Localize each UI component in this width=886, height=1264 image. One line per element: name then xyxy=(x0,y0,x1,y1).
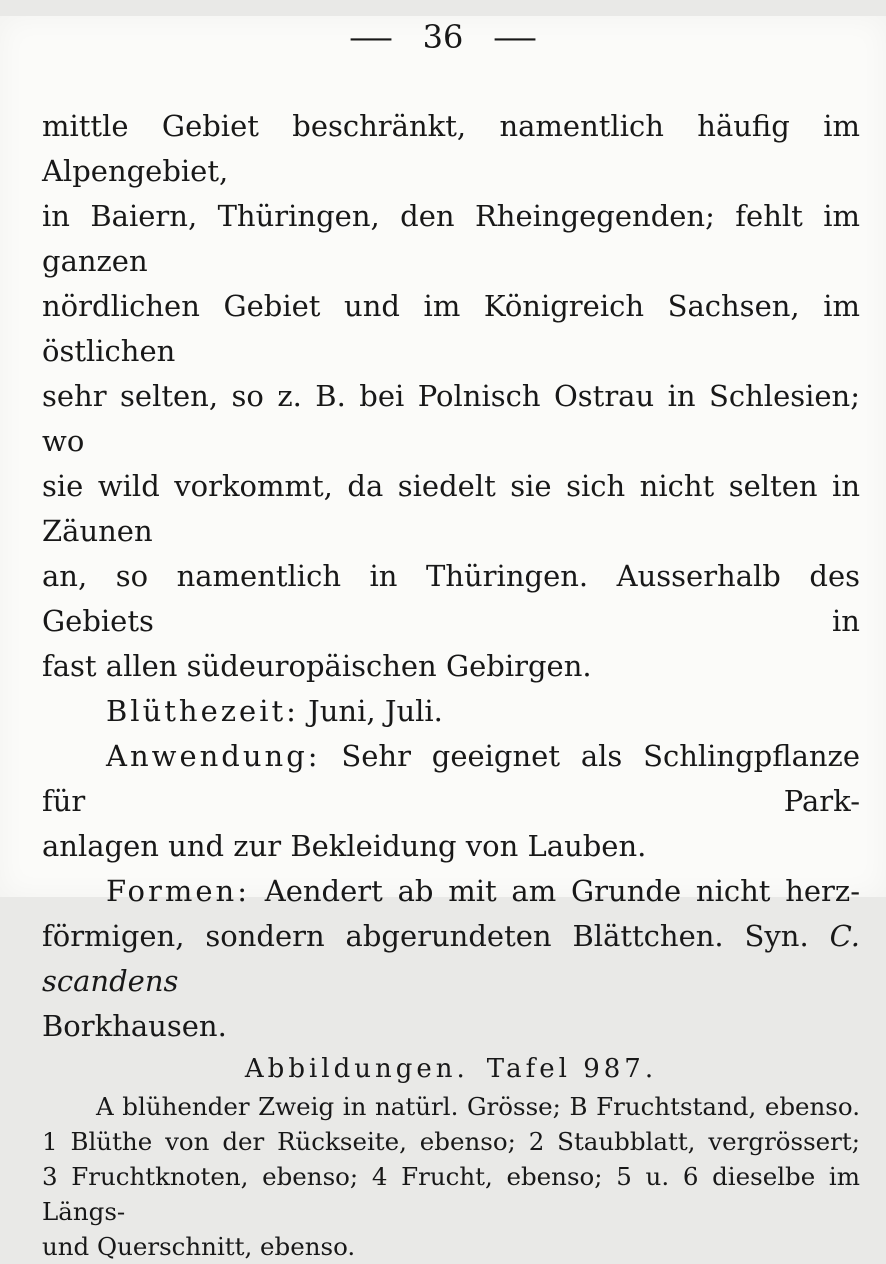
caption-line: 3 Fruchtknoten, ebenso; 4 Frucht, ebenso; 5 u. 6 dieselbe im Längs- xyxy=(42,1162,860,1226)
species-name-italic: C. scandens xyxy=(42,919,861,998)
body-line: sehr selten, so z. B. bei Polnisch Ostrau in Schlesien; wo xyxy=(42,379,860,458)
caption-line: 1 Blüthe von der Rückseite, ebenso; 2 Staubblatt, vergrössert; xyxy=(42,1127,860,1156)
section-label-bluethezeit: Blüthezeit: xyxy=(106,694,299,728)
caption-line: A blühender Zweig in natürl. Grösse; B Fruchtstand, ebenso. xyxy=(96,1092,860,1121)
paragraph-anwendung-line1 xyxy=(42,734,860,824)
scanned-book-page xyxy=(0,16,886,1261)
paragraph-formen-line1 xyxy=(42,869,860,914)
body-line: mittle Gebiet beschränkt, namentlich häufig im Alpengebiet, xyxy=(42,109,860,188)
body-line: an, so namentlich in Thüringen. Ausserhalb des Gebiets in xyxy=(42,559,860,638)
figures-heading-word: Abbildungen. xyxy=(244,1054,469,1084)
paragraph-formen-line2 xyxy=(42,914,860,1004)
section-label-anwendung: Anwendung: xyxy=(106,739,321,773)
section-label-formen: Formen: xyxy=(106,874,250,908)
header-dash-right: — xyxy=(492,18,538,56)
bluethezeit-text: Juni, Juli. xyxy=(308,694,443,728)
formen-text-1: Aendert ab mit am Grunde nicht herz- xyxy=(264,874,860,908)
figure-caption xyxy=(42,1089,860,1264)
caption-line: und Querschnitt, ebenso. xyxy=(42,1232,356,1261)
body-line: fast allen südeuropäischen Gebirgen. xyxy=(42,649,592,683)
paragraph-bluethezeit xyxy=(42,689,860,734)
paragraph-anwendung-line2: anlagen und zur Bekleidung von Lauben. xyxy=(42,829,647,863)
body-line: sie wild vorkommt, da siedelt sie sich nicht selten in Zäunen xyxy=(42,469,860,548)
anwendung-text-1: Sehr geeignet als Schlingpflanze für Park- xyxy=(42,739,860,818)
text-block xyxy=(42,104,860,1264)
paragraph-formen-line3: Borkhausen. xyxy=(42,1009,227,1043)
plate-number: Tafel 987. xyxy=(486,1054,658,1084)
header-dash-left: — xyxy=(348,18,394,56)
page-number: 36 xyxy=(422,18,464,56)
formen-text-2: förmigen, sondern abgerundeten Blättchen. Syn. xyxy=(42,919,809,953)
page-header xyxy=(0,16,886,58)
body-line: in Baiern, Thüringen, den Rheingegenden; fehlt im ganzen xyxy=(42,199,860,278)
body-line: nördlichen Gebiet und im Königreich Sachsen, im östlichen xyxy=(42,289,860,368)
figures-heading xyxy=(42,1049,860,1089)
